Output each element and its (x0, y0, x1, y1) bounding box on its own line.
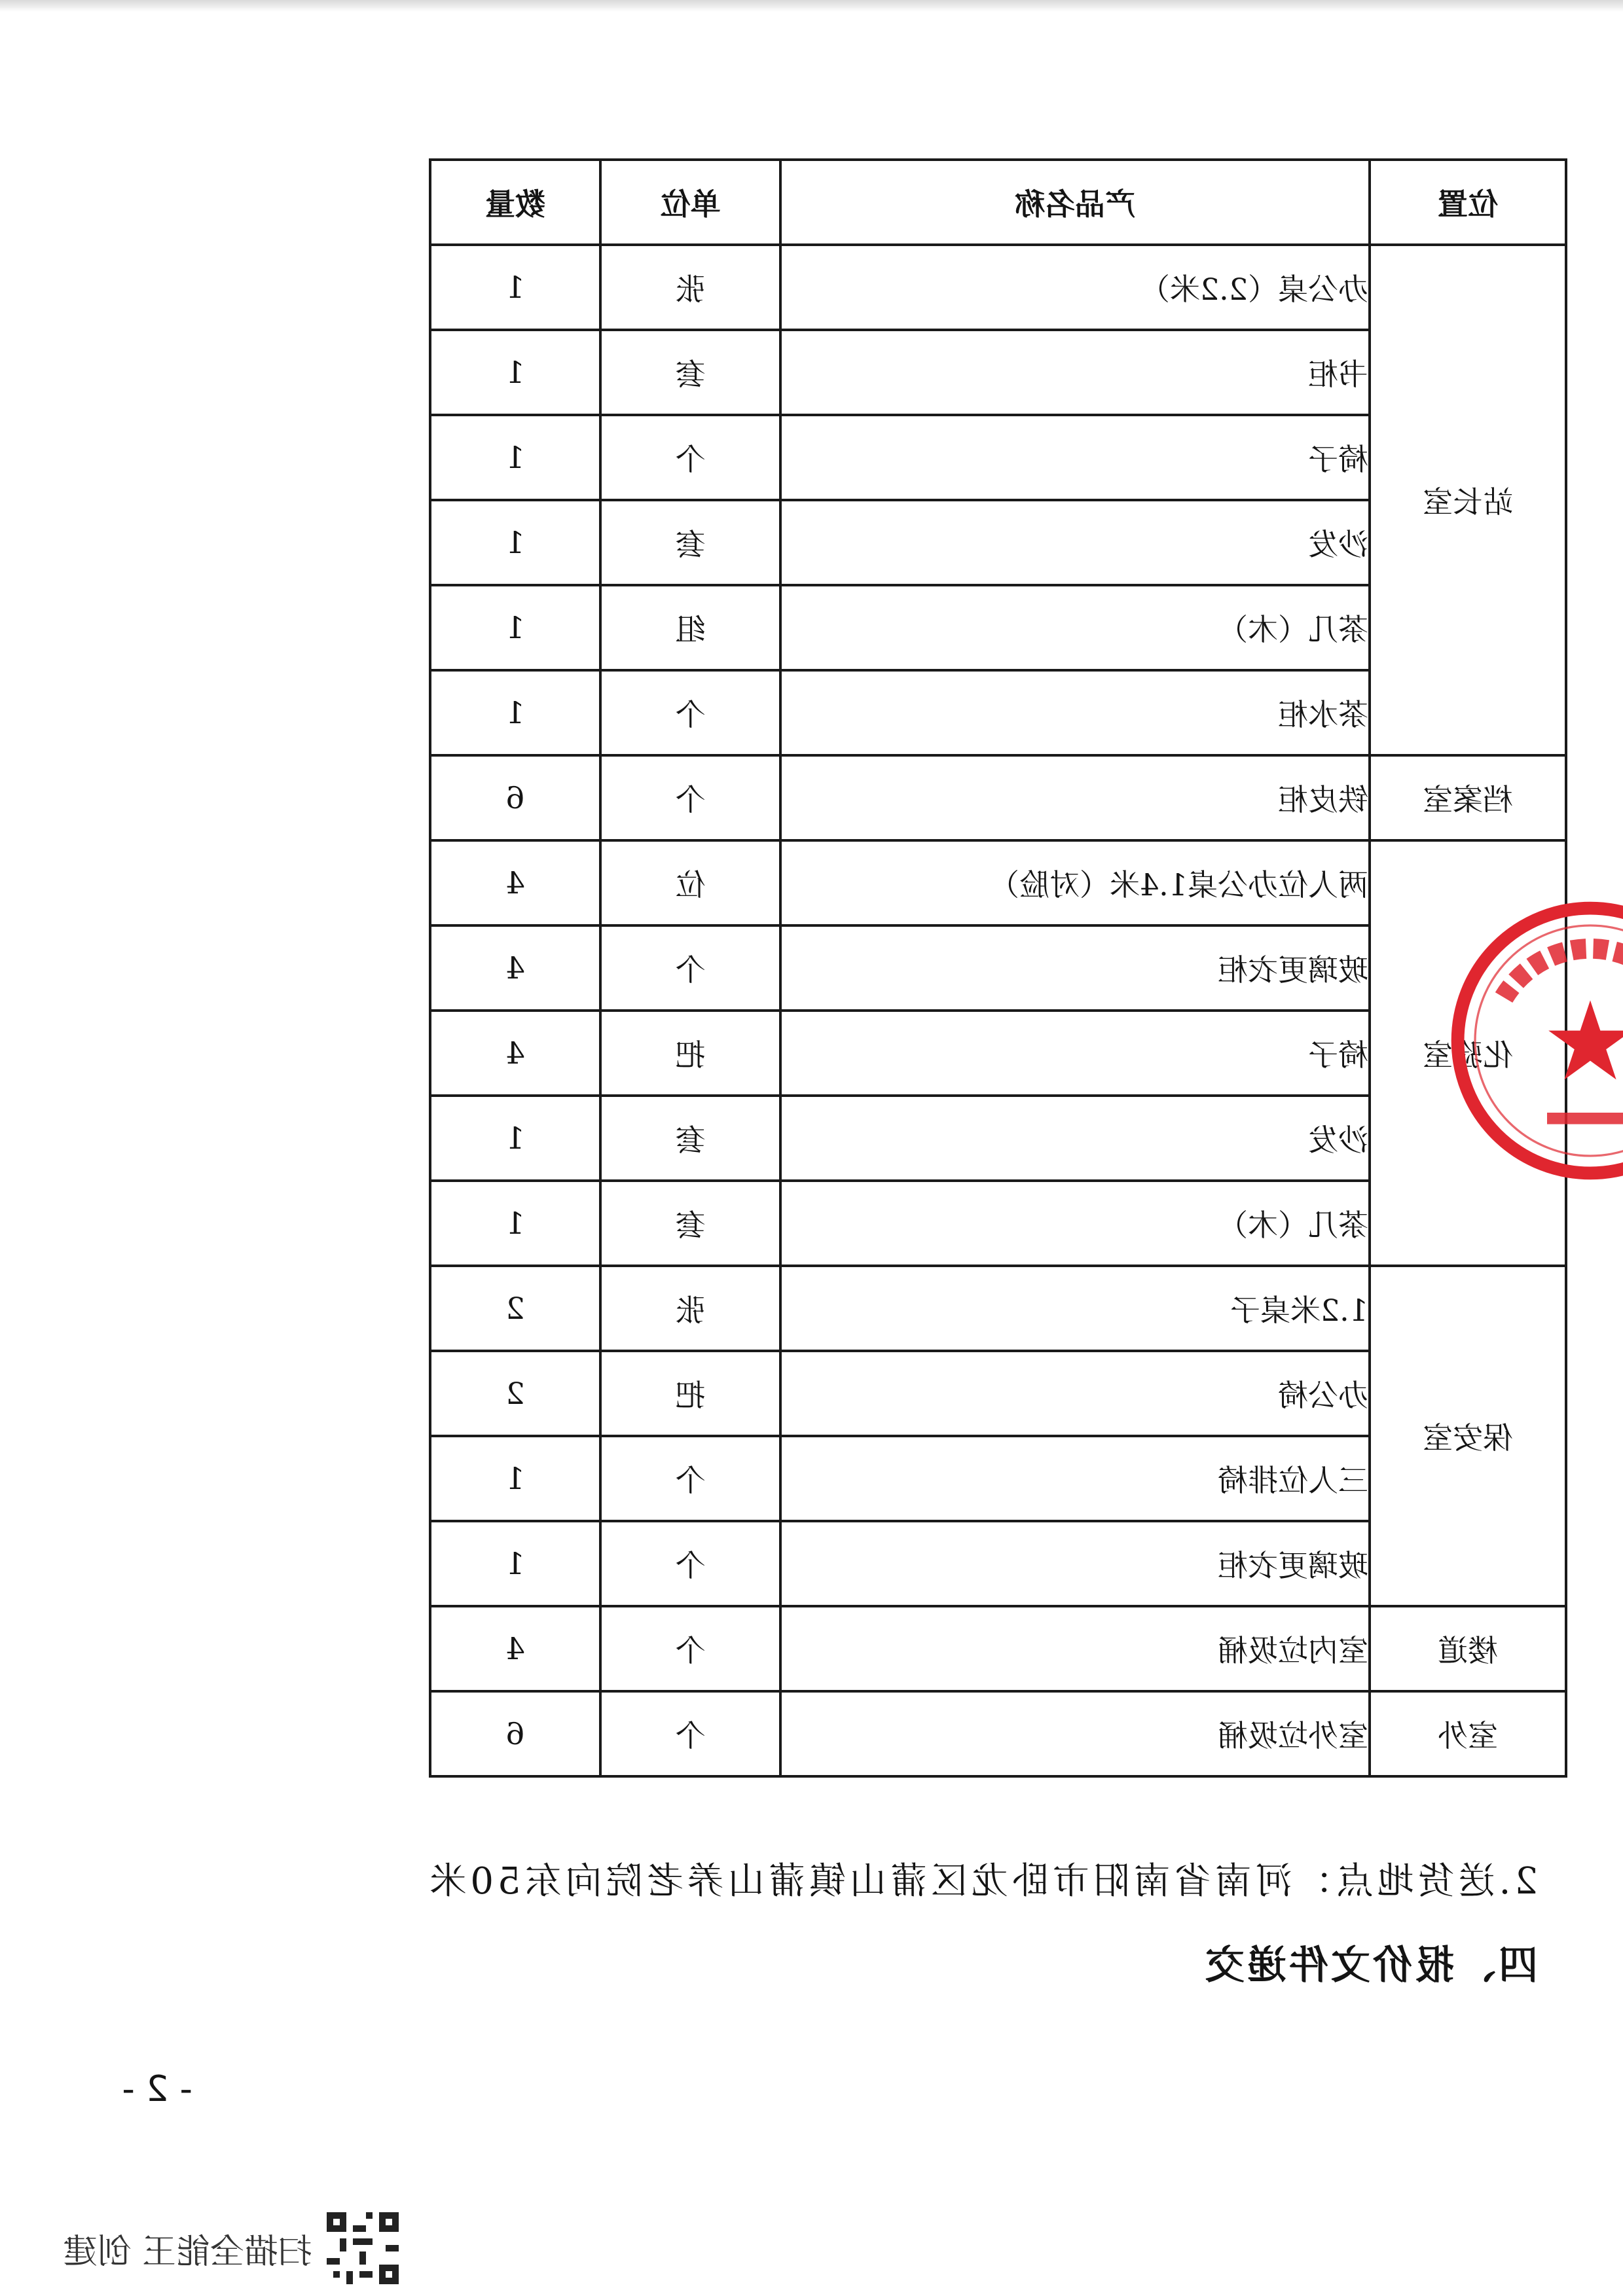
header-unit: 单位 (600, 160, 780, 245)
unit-cell: 套 (600, 330, 780, 415)
product-name: 办公椅 (780, 1351, 1370, 1436)
table-row (430, 840, 1566, 925)
location-cell: 楼道 (1370, 1606, 1566, 1691)
quantity-cell: 1 (430, 1436, 600, 1521)
unit-cell: 个 (600, 670, 780, 755)
table-row (430, 755, 1566, 840)
scanner-watermark (63, 2212, 399, 2284)
product-name: 椅子 (780, 415, 1370, 500)
qr-code-icon (327, 2212, 399, 2284)
unit-cell: 把 (600, 1351, 780, 1436)
quantity-cell: 1 (430, 1181, 600, 1266)
unit-cell: 个 (600, 1606, 780, 1691)
product-name: 两人位办公桌1.4米（对脸） (780, 840, 1370, 925)
unit-cell: 个 (600, 1521, 780, 1606)
product-name: 三人位排椅 (780, 1436, 1370, 1521)
unit-cell: 张 (600, 1266, 780, 1351)
header-product: 产品名称 (780, 160, 1370, 245)
unit-cell: 位 (600, 840, 780, 925)
red-company-seal-icon (1446, 897, 1623, 1185)
unit-cell: 套 (600, 1096, 780, 1181)
quantity-cell: 2 (430, 1351, 600, 1436)
product-name: 玻璃更衣柜 (780, 925, 1370, 1011)
product-name: 书柜 (780, 330, 1370, 415)
product-name: 室外垃圾桶 (780, 1691, 1370, 1776)
table-row (430, 1691, 1566, 1776)
product-name: 1.2米桌子 (780, 1266, 1370, 1351)
location-cell: 档案室 (1370, 755, 1566, 840)
unit-cell: 个 (600, 755, 780, 840)
location-cell: 化验室 (1370, 840, 1566, 1266)
section-heading: 四、报价文件递交 (1203, 1943, 1538, 1988)
product-name: 茶几（木） (780, 1181, 1370, 1266)
scanner-watermark-text: 扫描全能王 创建 (63, 2232, 312, 2272)
product-name: 茶几（木） (780, 585, 1370, 670)
product-name: 玻璃更衣柜 (780, 1521, 1370, 1606)
table-row (430, 1266, 1566, 1351)
unit-cell: 个 (600, 1436, 780, 1521)
delivery-address: 2.送货地点：河南省南阳市卧龙区蒲山镇蒲山养老院向东50米 (426, 1860, 1538, 1903)
quantity-cell: 4 (430, 1606, 600, 1691)
furniture-table (429, 158, 1567, 1778)
unit-cell: 张 (600, 245, 780, 330)
quantity-cell: 1 (430, 245, 600, 330)
product-name: 沙发 (780, 500, 1370, 585)
quantity-cell: 4 (430, 1011, 600, 1096)
unit-cell: 套 (600, 1181, 780, 1266)
header-location: 位置 (1370, 160, 1566, 245)
unit-cell: 套 (600, 500, 780, 585)
product-name: 办公桌（2.2米） (780, 245, 1370, 330)
quantity-cell: 6 (430, 1691, 600, 1776)
quantity-cell: 1 (430, 415, 600, 500)
product-name: 茶水柜 (780, 670, 1370, 755)
location-cell: 站长室 (1370, 245, 1566, 755)
quantity-cell: 4 (430, 925, 600, 1011)
quantity-cell: 4 (430, 840, 600, 925)
unit-cell: 把 (600, 1011, 780, 1096)
table-header-row (430, 160, 1566, 245)
quantity-cell: 1 (430, 500, 600, 585)
quantity-cell: 6 (430, 755, 600, 840)
table-row (430, 1606, 1566, 1691)
quantity-cell: 1 (430, 1096, 600, 1181)
unit-cell: 个 (600, 1691, 780, 1776)
product-name: 室内垃圾桶 (780, 1606, 1370, 1691)
unit-cell: 个 (600, 415, 780, 500)
table-row (430, 245, 1566, 330)
quantity-cell: 1 (430, 330, 600, 415)
quantity-cell: 1 (430, 585, 600, 670)
product-name: 沙发 (780, 1096, 1370, 1181)
unit-cell: 个 (600, 925, 780, 1011)
unit-cell: 组 (600, 585, 780, 670)
quantity-cell: 1 (430, 1521, 600, 1606)
product-name: 铁皮柜 (780, 755, 1370, 840)
location-cell: 室外 (1370, 1691, 1566, 1776)
quantity-cell: 2 (430, 1266, 600, 1351)
quantity-cell: 1 (430, 670, 600, 755)
page-number: - 2 - (122, 2068, 192, 2109)
location-cell: 保安室 (1370, 1266, 1566, 1606)
product-name: 椅子 (780, 1011, 1370, 1096)
header-quantity: 数量 (430, 160, 600, 245)
scan-edge-shadow (0, 0, 1623, 12)
